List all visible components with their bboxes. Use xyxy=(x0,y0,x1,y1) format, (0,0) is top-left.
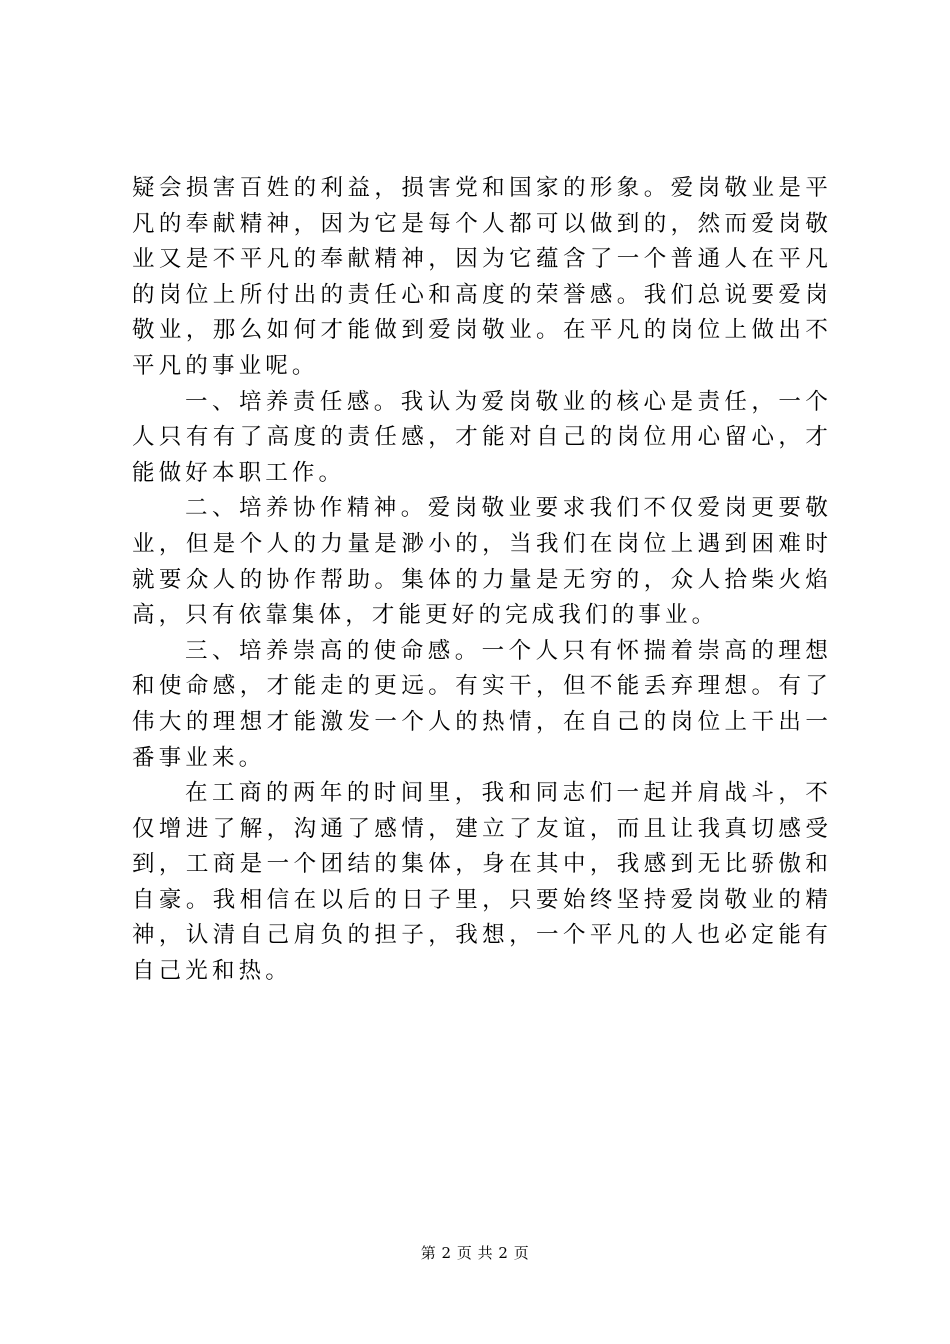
page-number: 第 2 页 共 2 页 xyxy=(420,1244,530,1262)
paragraph-continuation: 疑会损害百姓的利益，损害党和国家的形象。爱岗敬业是平凡的奉献精神，因为它是每个人都可以做到的，然而爱岗敬业又是不平凡的奉献精神，因为它蕴含了一个普通人在平凡的岗位上所付出的责任心和高度的荣誉感。我们总说要爱岗敬业，那么如何才能做到爱岗敬业。在平凡的岗位上做出不平凡的事业呢。 xyxy=(132,175,832,379)
paragraph-cooperation: 二、培养协作精神。爱岗敬业要求我们不仅爱岗更要敬业，但是个人的力量是渺小的，当我们在岗位上遇到困难时就要众人的协作帮助。集体的力量是无穷的，众人拾柴火焰高，只有依靠集体，才能更好的完成我们的事业。 xyxy=(132,495,832,629)
paragraph-conclusion: 在工商的两年的时间里，我和同志们一起并肩战斗，不仅增进了解，沟通了感情，建立了友谊，而且让我真切感受到，工商是一个团结的集体，身在其中，我感到无比骄傲和自豪。我相信在以后的日子里，只要始终坚持爱岗敬业的精神，认清自己肩负的担子，我想，一个平凡的人也必定能有自己光和热。 xyxy=(132,780,832,985)
paragraph-mission: 三、培养崇高的使命感。一个人只有怀揣着崇高的理想和使命感，才能走的更远。有实干，但不能丢弃理想。有了伟大的理想才能激发一个人的热情，在自己的岗位上干出一番事业来。 xyxy=(132,637,832,771)
document-body xyxy=(132,171,832,990)
paragraph-responsibility: 一、培养责任感。我认为爱岗敬业的核心是责任，一个人只有有了高度的责任感，才能对自己的岗位用心留心，才能做好本职工作。 xyxy=(132,388,832,486)
page-footer xyxy=(0,1243,950,1263)
